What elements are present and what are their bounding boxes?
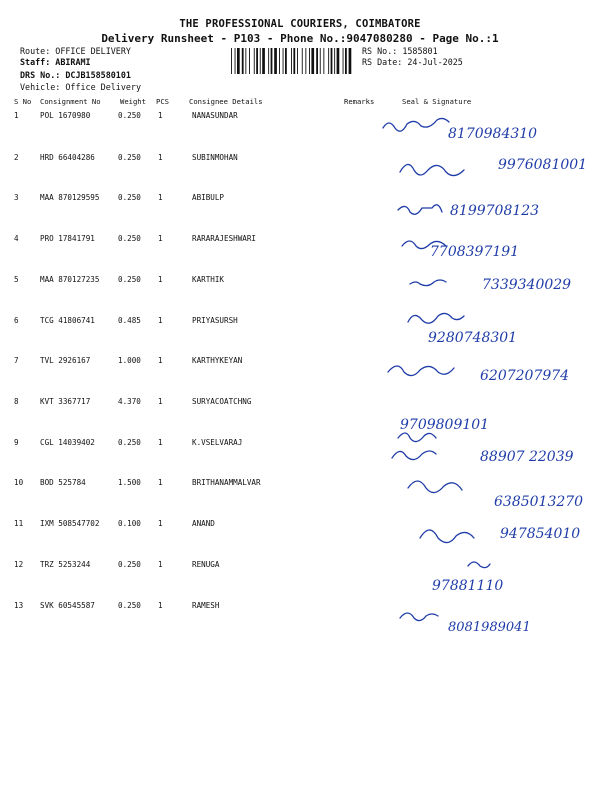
row-consignee: K.VSELVARAJ — [192, 438, 243, 447]
barcode-bars — [231, 48, 351, 74]
row-weight: 0.250 — [118, 111, 141, 120]
column-header-pcs: PCS — [156, 97, 169, 106]
signature-number: 8170984310 — [448, 126, 538, 142]
route-label: Route: OFFICE DELIVERY — [20, 46, 131, 56]
row-pcs: 1 — [158, 193, 163, 202]
row-weight: 0.100 — [118, 519, 141, 528]
row-consignment: IXM 508547702 — [40, 519, 100, 528]
row-pcs: 1 — [158, 234, 163, 243]
signature-number: 7339340029 — [482, 277, 572, 293]
signature-number: 6385013270 — [494, 494, 584, 510]
row-weight: 0.250 — [118, 234, 141, 243]
column-header-seal: Seal & Signature — [402, 97, 472, 106]
rs-date: RS Date: 24-Jul-2025 — [362, 57, 463, 67]
row-consignee: KARTHIK — [192, 275, 225, 284]
vehicle-label: Vehicle: Office Delivery — [20, 82, 142, 92]
row-pcs: 1 — [158, 519, 163, 528]
signature-number: 9709809101 — [400, 417, 490, 433]
row-consignee: PRIYASURSH — [192, 316, 238, 325]
row-sno: 6 — [14, 316, 19, 325]
row-pcs: 1 — [158, 275, 163, 284]
row-weight: 0.250 — [118, 601, 141, 610]
row-consignment: MAA 870129595 — [40, 193, 100, 202]
table-row — [0, 601, 600, 621]
signature-number: 7708397191 — [430, 244, 520, 260]
table-row — [0, 397, 600, 417]
row-weight: 1.500 — [118, 478, 141, 487]
row-consignment: SVK 60545587 — [40, 601, 95, 610]
barcode-image — [230, 48, 352, 74]
row-sno: 5 — [14, 275, 19, 284]
row-consignment: KVT 3367717 — [40, 397, 91, 406]
signature-number: 9280748301 — [428, 330, 518, 346]
row-pcs: 1 — [158, 111, 163, 120]
row-sno: 10 — [14, 478, 24, 487]
column-header-consignment: Consignment No — [40, 97, 101, 106]
row-weight: 0.250 — [118, 193, 141, 202]
row-sno: 3 — [14, 193, 19, 202]
row-pcs: 1 — [158, 438, 163, 447]
row-consignment: TCG 41806741 — [40, 316, 95, 325]
row-consignee: SUBINMOHAN — [192, 153, 238, 162]
row-pcs: 1 — [158, 601, 163, 610]
row-consignee: SURYACOATCHNG — [192, 397, 252, 406]
row-weight: 0.485 — [118, 316, 141, 325]
rs-number: RS No.: 1585801 — [362, 46, 438, 56]
staff-label: Staff: ABIRAMI — [20, 57, 91, 67]
row-consignee: ANAND — [192, 519, 215, 528]
row-weight: 0.250 — [118, 560, 141, 569]
signature-number: 9976081001 — [498, 157, 588, 173]
row-consignment: POL 1670980 — [40, 111, 91, 120]
row-pcs: 1 — [158, 356, 163, 365]
runsheet-title: Delivery Runsheet - P103 - Phone No.:9047080280 - Page No.:1 — [101, 32, 499, 45]
row-sno: 12 — [14, 560, 24, 569]
row-consignee: NANASUNDAR — [192, 111, 238, 120]
row-consignment: TRZ 5253244 — [40, 560, 91, 569]
row-sno: 8 — [14, 397, 19, 406]
row-consignee: ABIBULP — [192, 193, 225, 202]
row-pcs: 1 — [158, 478, 163, 487]
row-weight: 0.250 — [118, 275, 141, 284]
signature-number: 8081989041 — [448, 620, 531, 635]
row-sno: 11 — [14, 519, 24, 528]
row-sno: 1 — [14, 111, 19, 120]
company-title: THE PROFESSIONAL COURIERS, COIMBATORE — [179, 18, 421, 30]
row-consignee: KARTHYKEYAN — [192, 356, 243, 365]
row-weight: 0.250 — [118, 438, 141, 447]
row-consignee: BRITHANAMMALVAR — [192, 478, 261, 487]
row-consignment: PRO 17841791 — [40, 234, 95, 243]
row-weight: 4.370 — [118, 397, 141, 406]
row-sno: 9 — [14, 438, 19, 447]
row-consignee: RARARAJESHWARI — [192, 234, 257, 243]
row-consignment: MAA 870127235 — [40, 275, 100, 284]
row-pcs: 1 — [158, 560, 163, 569]
row-pcs: 1 — [158, 397, 163, 406]
signature-number: 8199708123 — [450, 203, 540, 219]
signature-number: 947854010 — [500, 526, 581, 542]
row-pcs: 1 — [158, 316, 163, 325]
row-consignment: CGL 14039402 — [40, 438, 95, 447]
column-header-consignee: Consignee Details — [189, 97, 263, 106]
row-sno: 4 — [14, 234, 19, 243]
row-sno: 2 — [14, 153, 19, 162]
table-row — [0, 560, 600, 580]
row-sno: 7 — [14, 356, 19, 365]
row-pcs: 1 — [158, 153, 163, 162]
row-consignment: TVL 2926167 — [40, 356, 91, 365]
signature-number: 97881110 — [432, 578, 504, 594]
column-header-remarks: Remarks — [344, 97, 375, 106]
row-consignment: BOD 525784 — [40, 478, 86, 487]
signature-number: 6207207974 — [480, 368, 570, 384]
drs-number: DRS No.: DCJB158580101 — [20, 70, 131, 80]
row-consignment: HRD 66404286 — [40, 153, 95, 162]
signature-number: 88907 22039 — [480, 449, 574, 465]
row-sno: 13 — [14, 601, 24, 610]
row-weight: 0.250 — [118, 153, 141, 162]
column-header-weight: Weight — [120, 97, 146, 106]
column-header-sno: S No — [14, 97, 32, 106]
row-consignee: RAMESH — [192, 601, 220, 610]
row-consignee: RENUGA — [192, 560, 220, 569]
row-weight: 1.000 — [118, 356, 141, 365]
